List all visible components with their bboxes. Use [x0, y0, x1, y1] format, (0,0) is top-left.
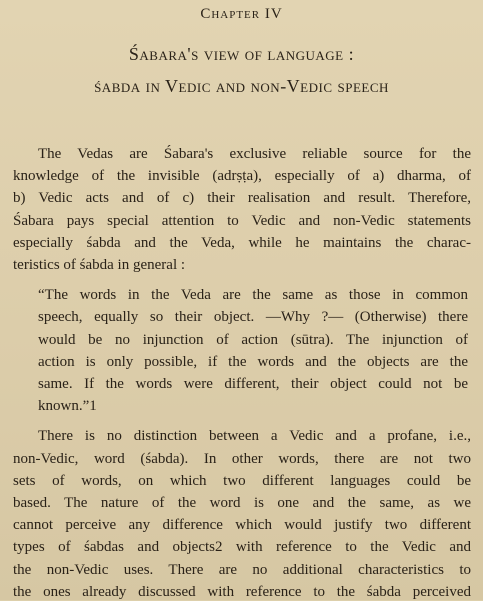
paragraph-2-line: cannot perceive any difference which would justify two different: [13, 517, 471, 533]
paragraph-2-line: non-Vedic, word (śabda). In other words, there are not two: [13, 451, 471, 467]
quotation-line: known.”1: [38, 398, 97, 414]
paragraph-2-line: based. The nature of the word is one and the same, as we: [13, 495, 471, 511]
paragraph-2-line: the ones already discussed with reference to the śabda perceived: [13, 584, 471, 600]
chapter-title-line-1: Śabara's view of language :: [128, 44, 355, 64]
paragraph-1-line: Śabara pays special attention to Vedic and non-Vedic statements: [13, 213, 471, 229]
paragraph-1-line: knowledge of the invisible (adrṣṭa), especially of a) dharma, of: [13, 168, 471, 184]
chapter-heading: Chapter IV: [200, 6, 283, 22]
quotation-line: would be no injunction of action (sūtra). The injunction of: [38, 332, 468, 348]
paragraph-1-line: The Vedas are Śabara's exclusive reliable source for the: [38, 146, 471, 162]
paragraph-2-line: the non-Vedic uses. There are no additional characteristics to: [13, 562, 471, 578]
quotation-line: speech, equally so their object. —Why ?— (Otherwise) there: [38, 309, 468, 325]
paragraph-1-line: especially śabda and the Veda, while he maintains the charac-: [13, 235, 471, 251]
quotation-line: same. If the words were different, their object could not be: [38, 376, 468, 392]
paragraph-1-line: b) Vedic acts and of c) their realisation and result. Therefore,: [13, 190, 471, 206]
quotation-line: action is only possible, if the words and the objects are the: [38, 354, 468, 370]
paragraph-2-line: sets of words, on which two different languages could be: [13, 473, 471, 489]
quotation-line: “The words in the Veda are the same as those in common: [38, 287, 468, 303]
paragraph-2-line: There is no distinction between a Vedic and a profane, i.e.,: [38, 428, 471, 444]
chapter-title-line-2: śabda in Vedic and non-Vedic speech: [94, 76, 389, 96]
paragraph-1-line: teristics of śabda in general :: [13, 257, 186, 273]
paragraph-2-line: types of śabdas and objects2 with reference to the Vedic and: [13, 539, 471, 555]
